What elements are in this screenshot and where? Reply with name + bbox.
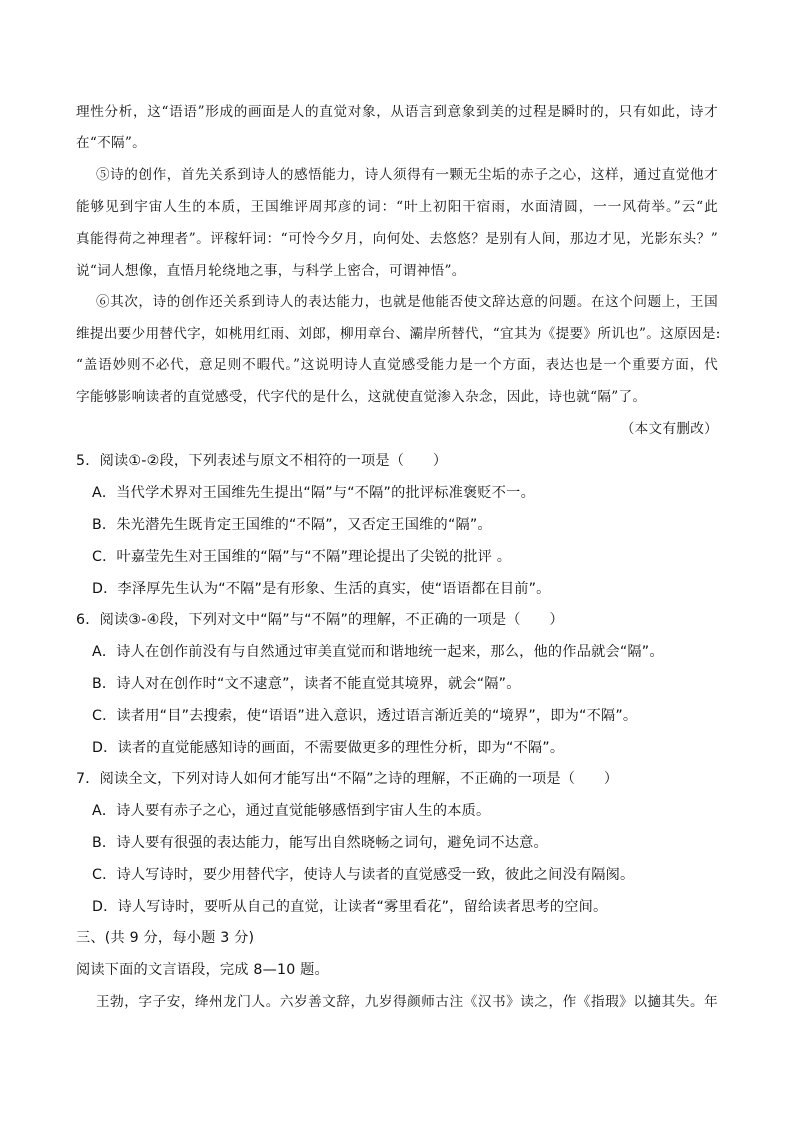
option-d: D．李泽厚先生认为“不隔”是有形象、生活的真实，使“语语都在目前”。 [92,581,551,597]
option-a: A．诗人要有赤子之心，通过直觉能够感悟到宇宙人生的本质。 [92,803,491,819]
question-stem: 7．阅读全文，下列对诗人如何才能写出“不隔”之诗的理解，不正确的一项是（ ） [76,771,619,787]
passage-line: “盖语妙则不必代，意足则不暇代。”这说明诗人直觉感受能力是一个方面，表达也是一个重要方面，代 [76,357,718,373]
passage-line: 字能够影响读者的直觉感受，代字代的是什么，这就使直觉渗入杂念，因此，诗也就“隔”了。 [76,389,647,405]
option-c: C．诗人写诗时，要少用替代字，使诗人与读者的直觉感受一致，彼此之间没有隔阂。 [92,867,635,883]
passage-line: 在“不隔”。 [76,135,147,151]
section-heading: 三、(共 9 分，每小题 3 分) [76,930,255,946]
option-b: B．诗人对在创作时“文不逮意”，读者不能直觉其境界，就会“隔”。 [92,676,521,692]
passage-line: 理性分析，这“语语”形成的画面是人的直觉对象，从语言到意象到美的过程是瞬时的，只有如此，诗才 [76,104,718,120]
source-note: （本文有删改） [620,421,718,437]
passage-line: ⑤诗的创作，首先关系到诗人的感悟能力，诗人须得有一颗无尘垢的赤子之心，这样，通过直觉他才 [96,167,718,183]
classical-text-line: 王勃，字子安，绛州龙门人。六岁善文辞，九岁得颜师古注《汉书》读之，作《指瑕》以擿其失。年 [96,994,718,1010]
passage-line: 能够见到宇宙人生的本质，王国维评周邦彦的词：“叶上初阳干宿雨，水面清圆，一一风荷举。”云“此 [76,199,718,215]
option-c: C．读者用“目”去搜索，使“语语”进入意识，透过语言渐近美的“境界”，即为“不隔”。 [92,708,638,724]
section-instruction: 阅读下面的文言语段，完成 8—10 题。 [76,962,329,978]
passage-line: 真能得荷之神理者”。评稼轩词：“可怜今夕月，向何处、去悠悠？是别有人间，那边才见，光影东头？” [76,231,718,247]
question-stem: 5．阅读①-②段，下列表述与原文不相符的一项是（ ） [76,453,448,469]
passage-line: 维提出要少用替代字，如桃用红雨、刘郎，柳用章台、灞岸所替代，“宜其为《提要》所讥也”。这原因是: [76,326,721,342]
option-d: D．读者的直觉能感知诗的画面，不需要做更多的理性分析，即为“不隔”。 [92,740,565,756]
option-d: D．诗人写诗时，要听从自己的直觉，让读者“雾里看花”，留给读者思考的空间。 [92,899,608,915]
option-c: C．叶嘉莹先生对王国维的“隔”与“不隔”理论提出了尖锐的批评 。 [92,549,512,565]
passage-line: 说“词人想像，直悟月轮绕地之事，与科学上密合，可谓神悟”。 [76,263,466,279]
option-a: A．当代学术界对王国维先生提出“隔”与“不隔”的批评标准褒贬不一。 [92,485,535,501]
passage-line: ⑥其次，诗的创作还关系到诗人的表达能力，也就是他能否使文辞达意的问题。在这个问题上，王国 [96,294,718,310]
option-b: B．诗人要有很强的表达能力，能写出自然晓畅之词句，避免词不达意。 [92,835,548,851]
option-a: A．诗人在创作前没有与自然通过审美直觉而和谐地统一起来，那么，他的作品就会“隔”。 [92,644,664,660]
question-stem: 6．阅读③-④段，下列对文中“隔”与“不隔”的理解，不正确的一项是（ ） [76,612,564,628]
option-b: B．朱光潜先生既肯定王国维的“不隔”，又否定王国维的“隔”。 [92,517,492,533]
